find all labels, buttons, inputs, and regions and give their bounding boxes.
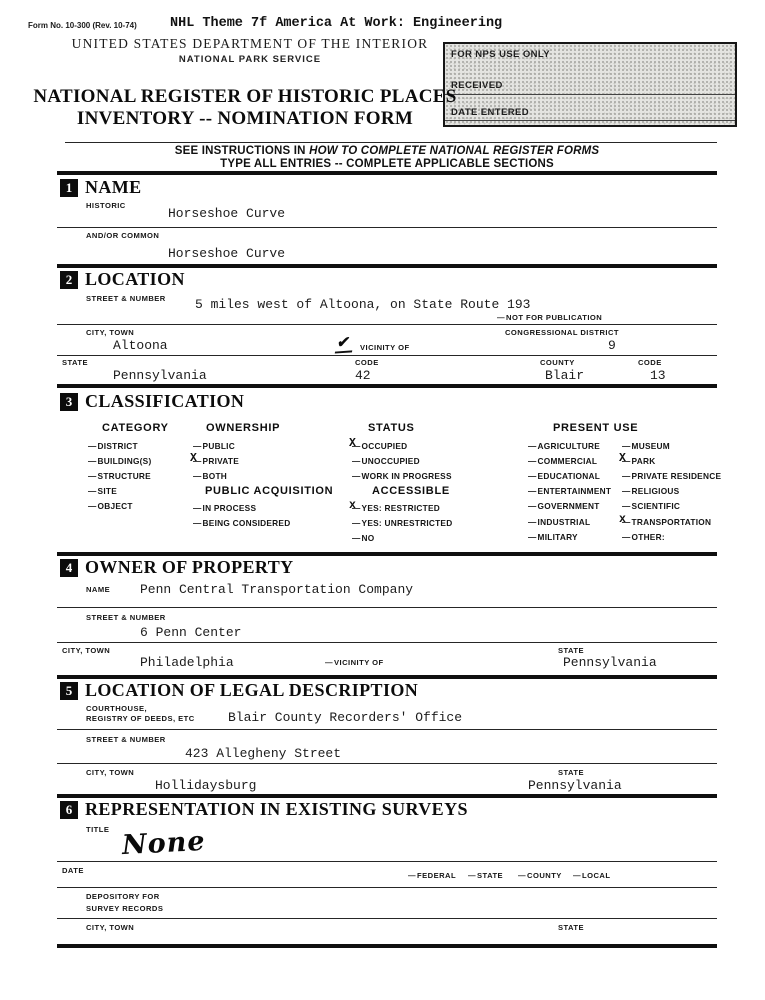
legal-state-label: STATE xyxy=(558,768,585,777)
page-title-line1: NATIONAL REGISTER OF HISTORIC PLACES xyxy=(33,86,457,107)
state-code-label: CODE xyxy=(355,358,379,367)
label: SCIENTIFIC xyxy=(631,501,681,511)
checkbox-commercial xyxy=(528,456,597,466)
label: YES: RESTRICTED xyxy=(361,503,440,513)
section-6-title: REPRESENTATION IN EXISTING SURVEYS xyxy=(85,799,468,819)
section-bar xyxy=(57,944,717,948)
label: OCCUPIED xyxy=(361,441,408,451)
mark: X xyxy=(349,437,357,450)
section-bar xyxy=(57,552,717,556)
label: PRIVATE xyxy=(202,456,240,466)
checkbox-district xyxy=(88,441,138,451)
checkbox-no xyxy=(352,533,375,543)
label: OTHER: xyxy=(631,532,665,542)
label: NO xyxy=(361,533,375,543)
rule xyxy=(57,227,717,228)
rule xyxy=(65,142,717,143)
label: INDUSTRIAL xyxy=(537,517,591,527)
section-4-number: 4 xyxy=(60,559,78,577)
public-acquisition-header: PUBLIC ACQUISITION xyxy=(205,485,334,497)
checkbox-entertainment xyxy=(528,486,611,496)
checkbox-yes-restricted xyxy=(349,499,440,513)
county-code-label: CODE xyxy=(638,358,662,367)
label: TRANSPORTATION xyxy=(631,517,712,527)
rule xyxy=(57,355,717,356)
nps-box-divider2 xyxy=(445,120,735,121)
section-4-title: OWNER OF PROPERTY xyxy=(85,557,294,577)
section-2-title: LOCATION xyxy=(85,269,185,289)
checkbox-scientific xyxy=(622,501,680,511)
checkbox-religious xyxy=(622,486,679,496)
label: RELIGIOUS xyxy=(631,486,680,496)
owner-city-label: CITY, TOWN xyxy=(62,646,111,655)
label: BUILDING(S) xyxy=(97,456,152,466)
rule xyxy=(57,763,717,764)
street-number-value: 5 miles west of Altoona, on State Route 193 xyxy=(195,297,531,312)
checkbox-unoccupied xyxy=(352,456,420,466)
form-number: Form No. 10-300 (Rev. 10-74) xyxy=(28,21,137,30)
city-town-label: CITY, TOWN xyxy=(86,328,135,337)
legal-city-label: CITY, TOWN xyxy=(86,768,135,777)
label: GOVERNMENT xyxy=(537,501,600,511)
label: MILITARY xyxy=(537,532,578,542)
section-bar xyxy=(57,171,717,175)
depository-label-line2: SURVEY RECORDS xyxy=(86,904,164,913)
section-1-header xyxy=(60,177,142,198)
checkbox-private xyxy=(190,452,240,466)
historic-value: Horseshoe Curve xyxy=(168,206,286,221)
checkbox-other xyxy=(622,532,665,542)
label: MUSEUM xyxy=(631,441,670,451)
not-for-publication-label: — NOT FOR PUBLICATION xyxy=(497,313,602,322)
nps-date-entered-label: DATE ENTERED xyxy=(451,107,529,118)
section-5-number: 5 xyxy=(60,682,78,700)
mark: x xyxy=(349,499,357,512)
section-2-number: 2 xyxy=(60,271,78,289)
owner-street-label: STREET & NUMBER xyxy=(86,613,166,622)
checkbox-public xyxy=(193,441,235,451)
checkbox-transportation xyxy=(619,513,712,527)
checkbox-local: — LOCAL xyxy=(573,871,610,880)
state-code-value: 42 xyxy=(355,368,371,383)
state-value: Pennsylvania xyxy=(113,368,207,383)
congressional-district-value: 9 xyxy=(608,338,616,353)
mark: X xyxy=(190,452,198,465)
instructions-line2: TYPE ALL ENTRIES -- COMPLETE APPLICABLE SECTIONS xyxy=(220,158,554,170)
label: STRUCTURE xyxy=(97,471,151,481)
checkbox-private-residence xyxy=(622,471,721,481)
county-code-value: 13 xyxy=(650,368,666,383)
checkbox-educational xyxy=(528,471,600,481)
checkbox-park xyxy=(619,452,656,466)
agency-title: NATIONAL PARK SERVICE xyxy=(178,54,322,65)
rule xyxy=(57,607,717,608)
label: BEING CONSIDERED xyxy=(202,518,291,528)
label: PUBLIC xyxy=(202,441,235,451)
section-5-header xyxy=(60,680,418,701)
section-5-title: LOCATION OF LEGAL DESCRIPTION xyxy=(85,680,419,700)
label: PARK xyxy=(631,456,656,466)
section-3-header xyxy=(60,391,244,412)
label: OBJECT xyxy=(97,501,133,511)
page-title-line2: INVENTORY -- NOMINATION FORM xyxy=(76,108,414,129)
county-value: Blair xyxy=(545,368,585,383)
label: EDUCATIONAL xyxy=(537,471,601,481)
accessible-header: ACCESSIBLE xyxy=(372,485,450,497)
label: IN PROCESS xyxy=(202,503,257,513)
checkbox-agriculture xyxy=(528,441,600,451)
legal-state-value: Pennsylvania xyxy=(528,778,622,793)
survey-title-handwritten-value: None xyxy=(121,825,207,862)
checkbox-government xyxy=(528,501,600,511)
checkbox-federal: — FEDERAL xyxy=(408,871,456,880)
section-bar xyxy=(57,384,717,388)
courthouse-label-line1: COURTHOUSE, xyxy=(86,704,148,713)
depository-label-line1: DEPOSITORY FOR xyxy=(86,892,160,901)
city-town-value: Altoona xyxy=(113,338,168,353)
checkbox-object xyxy=(88,501,133,511)
owner-street-value: 6 Penn Center xyxy=(140,625,242,640)
label: DISTRICT xyxy=(97,441,138,451)
mark: X xyxy=(619,452,627,465)
vicinity-of-label: VICINITY OF xyxy=(360,343,410,352)
legal-street-label: STREET & NUMBER xyxy=(86,735,166,744)
checkbox-military xyxy=(528,532,578,542)
owner-vicinity-label: — VICINITY OF xyxy=(325,658,384,667)
nps-box-title: FOR NPS USE ONLY xyxy=(451,49,550,60)
label: WORK IN PROGRESS xyxy=(361,471,452,481)
label: PRIVATE RESIDENCE xyxy=(631,471,722,481)
checkbox-yes-unrestricted xyxy=(352,518,452,528)
label: UNOCCUPIED xyxy=(361,456,420,466)
section-6-number: 6 xyxy=(60,801,78,819)
rule xyxy=(57,861,717,862)
status-column-header: STATUS xyxy=(368,422,415,434)
checkbox-industrial xyxy=(528,517,590,527)
nhl-theme-note: NHL Theme 7f America At Work: Engineering xyxy=(170,16,503,31)
vicinity-checkmark: ✔ xyxy=(335,336,354,353)
owner-state-value: Pennsylvania xyxy=(563,655,657,670)
checkbox-being-considered xyxy=(193,518,290,528)
legal-street-value: 423 Allegheny Street xyxy=(185,746,342,761)
category-column-header: CATEGORY xyxy=(102,422,169,434)
courthouse-value: Blair County Recorders' Office xyxy=(228,710,463,725)
common-name-value: Horseshoe Curve xyxy=(168,246,286,261)
checkbox-work-in-progress xyxy=(352,471,452,481)
historic-label: HISTORIC xyxy=(86,201,126,210)
section-4-header xyxy=(60,557,294,578)
section-2-header xyxy=(60,269,185,290)
instructions-line1 xyxy=(57,145,717,157)
section-1-number: 1 xyxy=(60,179,78,197)
rule xyxy=(57,729,717,730)
rule xyxy=(57,642,717,643)
mark: x xyxy=(619,513,627,526)
state-label: STATE xyxy=(62,358,89,367)
label: AGRICULTURE xyxy=(537,441,601,451)
owner-name-label: NAME xyxy=(86,585,111,594)
section-1-title: NAME xyxy=(85,177,142,197)
rule xyxy=(57,324,717,325)
county-label: COUNTY xyxy=(540,358,575,367)
label: SITE xyxy=(97,486,117,496)
owner-name-value: Penn Central Transportation Company xyxy=(140,582,414,597)
street-number-label: STREET & NUMBER xyxy=(86,294,166,303)
checkbox-occupied xyxy=(349,437,408,451)
section-3-title: CLASSIFICATION xyxy=(85,391,245,411)
checkbox-site xyxy=(88,486,117,496)
label: YES: UNRESTRICTED xyxy=(361,518,453,528)
present-use-column-header: PRESENT USE xyxy=(553,422,639,434)
checkbox-state: — STATE xyxy=(468,871,503,880)
common-name-label: AND/OR COMMON xyxy=(86,231,160,240)
checkbox-structure xyxy=(88,471,151,481)
rule xyxy=(57,887,717,888)
nps-received-label: RECEIVED xyxy=(451,80,503,91)
nps-use-only-box xyxy=(443,42,737,127)
courthouse-label-line2: REGISTRY OF DEEDS, ETC xyxy=(86,714,195,723)
label: BOTH xyxy=(202,471,228,481)
survey-city-label: CITY, TOWN xyxy=(86,923,135,932)
survey-state-label: STATE xyxy=(558,923,585,932)
checkbox-both xyxy=(193,471,227,481)
survey-date-label: DATE xyxy=(62,866,84,875)
survey-title-label: TITLE xyxy=(86,825,110,834)
label: ENTERTAINMENT xyxy=(537,486,612,496)
label: COMMERCIAL xyxy=(537,456,598,466)
department-title: UNITED STATES DEPARTMENT OF THE INTERIOR xyxy=(71,36,429,51)
section-6-header xyxy=(60,799,468,820)
checkbox-buildings xyxy=(88,456,151,466)
checkbox-in-process xyxy=(193,503,256,513)
congressional-district-label: CONGRESSIONAL DISTRICT xyxy=(505,328,619,337)
legal-city-value: Hollidaysburg xyxy=(155,778,257,793)
section-bar xyxy=(57,675,717,679)
rule xyxy=(57,918,717,919)
section-3-number: 3 xyxy=(60,393,78,411)
checkbox-county: — COUNTY xyxy=(518,871,562,880)
owner-state-label: STATE xyxy=(558,646,585,655)
nps-box-divider xyxy=(445,94,735,95)
instructions-prefix: SEE INSTRUCTIONS IN xyxy=(174,145,310,157)
section-bar xyxy=(57,264,717,268)
owner-city-value: Philadelphia xyxy=(140,655,234,670)
checkbox-museum xyxy=(622,441,670,451)
section-bar xyxy=(57,794,717,798)
instructions-italic: HOW TO COMPLETE NATIONAL REGISTER FORMS xyxy=(309,145,600,157)
ownership-column-header: OWNERSHIP xyxy=(206,422,281,434)
